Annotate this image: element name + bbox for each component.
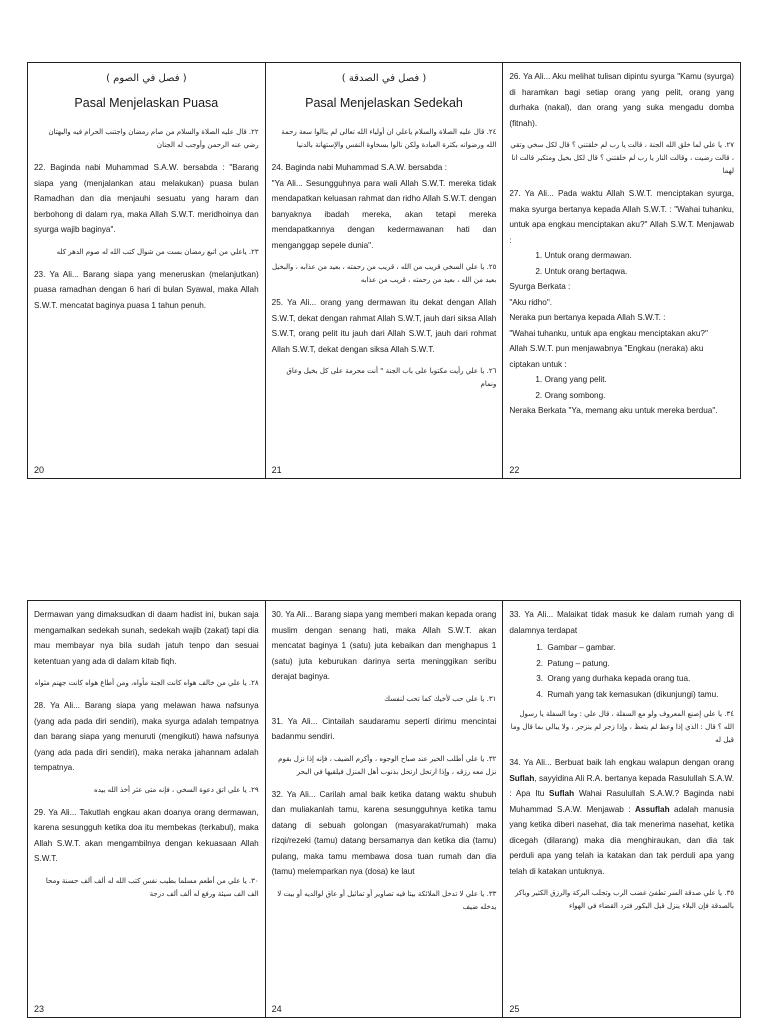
arabic-heading: ( فصل في الصدقة ): [341, 73, 427, 84]
arabic-text: ٣٢. يا علي أطلب الخير عند صباح الوجوه ، وأكرم الضيف ، فإنه إذا نزل بقوم نزل معه رزقه ، وإذا ارتحل ارتحل بذنوب أهل المنزل فيلقيها في البحر: [278, 754, 497, 776]
arabic-text: ٣٣. يا علي لا تدخل الملائكة بيتا فيه تصاوير أو تماثيل أو عاق لوالديه أو بيت لا يدخله ضيف: [277, 889, 497, 911]
bold-term: Suflah: [509, 773, 535, 783]
arabic-text: ٢٨. يا علي من خالف هواه كانت الجنة مأواه، ومن أطاع هواه كانت جهنم مثواه: [34, 679, 259, 687]
page-number: 21: [271, 465, 282, 475]
text-line: "Wahai tuhanku, untuk apa engkau menciptakan aku?": [509, 328, 708, 338]
paragraph: 32. Ya Ali... Carilah amal baik ketika datang waktu shubuh dan muliakanlah tamu, karena sesungguhnya ketika tamu datang di sebuah golongan (masyarakat/rumah) maka rizqi/rezeki (tamu) datang bersamanya dan ketika dia (tamu) pulang, maka tamu membawa dosa tuan rumah dan dia (tamu) melemparkan nya (dosa) ke laut: [271, 789, 497, 876]
paragraph: 33. Ya Ali... Malaikat tidak masuk ke dalam rumah yang di dalamnya terdapat: [509, 610, 735, 635]
bottom-sheet: [27, 600, 741, 1018]
paragraph-head: 24. Baginda nabi Muhammad S.A.W. bersabda :: [271, 163, 447, 172]
paragraph: Dermawan yang dimaksudkan di daam hadist ini, bukan saja mengamalkan sedekah sunah, sedekah wajib (zakat) tapi dia mau membayar nya bila sudah jatuh tenpo dan sesuai ketentuan yang ada di dalam kitab fiqh.: [34, 610, 259, 666]
text-run: adalah manusia yang ketika diberi nasehat, dia tak menerima nasehat, ketika dicegah (dilarang) maka dia menghiraukan, dan dia tak perduli apa yang telah ia katakan dan tak perduli apa yang telah di katakan untuknya.: [509, 804, 735, 876]
paragraph: 27. Ya Ali... Pada waktu Allah S.W.T. menciptakan syurga, maka syurga bertanya kepada Allah S.W.T. : "Wahai tuhanku, untuk apa engkau menciptakan aku?" Allah S.W.T. Menjawab :: [509, 189, 735, 245]
arabic-text: ٢٩. يا علي اتق دعوة السخي ، فإنه متى عثر أخذ الله بيده: [94, 785, 259, 794]
paragraph: 31. Ya Ali... Cintailah saudaramu seperti dirimu mencintai badanmu sendiri.: [271, 716, 497, 741]
arabic-text: ٣٤. يا علي إصنع المعروف ولو مع السفلة ، قال علي : وما السفلة يا رسول الله ؟ قال : الذي إذا وعظ لم يتعظ ، وإذا زجر لم ينزجر ، ولا يبالي بما قال وما قيل له: [510, 710, 735, 744]
arabic-text: ٣٥. يا علي صدقة السر تطفئ غضب الرب وتجلب البركة والرزق الكثير وباكر بالصدقة فإن البلاء ينزل قبل البكور فترد القضاء في الهواء: [515, 889, 735, 910]
page-title: Pasal Menjelaskan Sedekah: [305, 96, 463, 110]
bold-term: Assuflah: [635, 804, 670, 814]
list-item: 4. Rumah yang tak kemasukan (dikunjungi) tamu.: [545, 687, 734, 703]
paragraph: "Ya Ali... Sesungguhnya para wali Allah S.W.T. mereka tidak mendapatkan keluasan rahmat dan ridho Allah S.W.T. dengan banyaknya ibadah mereka, akan tetapi mereka mendapatkannya dengan kedermawanan hati dan menganggap sepele dunia".: [271, 178, 497, 250]
paragraph: Neraka Berkata "Ya, memang aku untuk mereka berdua".: [509, 406, 718, 415]
list-item: 1. Orang yang pelit.: [535, 375, 607, 384]
list-item: 1. Gambar – gambar.: [545, 640, 734, 656]
paragraph: 23. Ya Ali... Barang siapa yang meneruskan (melanjutkan) puasa ramadhan dengan 6 hari di bulan Syawal, maka Allah S.W.T. mencatat baginya puasa 1 tahun penuh.: [34, 269, 259, 310]
paragraph: 29. Ya Ali... Takutlah engkau akan doanya orang dermawan, karena sesungguh ketika doa itu membekas (terkabul), maka Allah S.W.T. akan mengambilnya dengan kekuasaan Allah S.W.T.: [34, 807, 259, 863]
list-item: 2. Orang sombong.: [535, 390, 606, 400]
paragraph: 25. Ya Ali... orang yang dermawan itu dekat dengan Allah S.W.T, dekat dengan rahmat Allah S.W.T, jauh dari siksa Allah S.W.T, orang pelit itu jauh dari Allah S.W.T, jauh dari rohmat Allah S.W.T, dekat dengan siksa Allah S.W.T.: [271, 298, 497, 354]
text-run: 34. Ya Ali... Berbuat baik lah engkau walapun dengan orang: [509, 758, 735, 767]
page-number: 23: [34, 1004, 45, 1014]
paragraph: 26. Ya Ali... Aku melihat tulisan dipintu syurga "Kamu (syurga) di haramkan bagi setiap orang yang pelit, orang yang durhaka (nakal), dan orang yang suka mengadu domba (fitnah).: [509, 72, 735, 128]
page-24: [266, 601, 504, 1017]
list-item: 3. Orang yang durhaka kepada orang tua.: [545, 671, 734, 687]
arabic-text: ٢٥. يا علي السخي قريب من الله ، قريب من رحمته ، بعيد من عذابه ، والبخيل بعيد من الله ، بعيد من رحمته ، قريب من عذابه: [271, 263, 497, 284]
list-item: 2. Untuk orang bertaqwa.: [535, 266, 628, 276]
page-20: [28, 63, 266, 478]
arabic-text: ٢٤. قال عليه الصلاة والسلام ياعلي ان أولياء الله تعالى لم ينالوا سعة رحمة الله ورضوانه بكثرة العبادة ولكن نالوا بسخاوة النفس والإستهانة بالدنيا: [281, 128, 497, 149]
text-line: Neraka pun bertanya kepada Allah S.W.T. :: [509, 313, 666, 322]
text-line: Syurga Berkata :: [509, 282, 571, 291]
arabic-text: ٢٦. يا علي رأيت مكتوبا على باب الجنة " أنت محرمة على كل بخيل وعاق ونمام: [286, 367, 497, 388]
arabic-text: ٢٣. ياعلي من اتبع رمضان بست من شوال كتب الله له صوم الدهر كله: [56, 247, 259, 256]
top-sheet: [27, 62, 741, 479]
page-number: 20: [34, 465, 45, 475]
list-item: 2. Patung – patung.: [545, 656, 734, 672]
arabic-text: ٣١. يا علي حب لأخيك كما تحب لنفسك: [384, 694, 497, 703]
text-run: , sayyidina Ali R.A. bertanya kepada Rasulullah S.A.W. : Apa Itu: [509, 773, 735, 798]
text-line: "Aku ridho".: [509, 297, 553, 307]
page-number: 22: [509, 465, 520, 475]
page-25: [503, 601, 740, 1017]
paragraph: [509, 755, 734, 879]
page-22: [503, 63, 740, 478]
page-21: [266, 63, 504, 478]
arabic-heading: ( فصل في الصوم ): [106, 73, 187, 84]
paragraph: 22. Baginda nabi Muhammad S.A.W. bersabda : "Barang siapa yang (menjalankan atau melakukan) puasa bulan Ramadhan dan dia menjauhi sesuatu yang haram dan berbohong di dalam rya, maka Allah S.W.T. meridhoinya dan syurga wajib baginya".: [34, 163, 259, 234]
page-title: Pasal Menjelaskan Puasa: [74, 96, 219, 110]
arabic-text: ٣٠. يا علي من أطعم مسلما بطيب نفس كتب الله له ألف ألف حسنة ومحا الف الف سيئة ورفع له ألف ألف درجة: [45, 876, 259, 898]
page-number: 24: [271, 1004, 282, 1014]
text-line: Allah S.W.T. pun menjawabnya "Engkau (neraka) aku ciptakan untuk :: [509, 344, 704, 369]
paragraph: 28. Ya Ali... Barang siapa yang melawan hawa nafsunya (yang ada pada diri sendiri), maka syurga adalah tempatnya dan barang siapa yang menuruti (mengikuti) hawa nafsunya (yang ada pada diri sendiri), maka neraka jahannam adalah tempatnya.: [34, 701, 259, 772]
arabic-text: ٢٧. يا علي لما خلق الله الجنة ، قالت يا رب لم خلقتني ؟ قال لكل سخي وتقي ، قالت رضيت ، وقالت النار يا رب لم خلقتني ؟ قال لكل بخيل ومتكبر قالت انا لهما: [510, 141, 735, 175]
text-run: Wahai Rasulullah S.A.W.? Baginda nabi Muhammad S.A.W. Menjawab :: [509, 789, 734, 814]
bold-term: Suflah: [549, 789, 575, 798]
page-number: 25: [509, 1004, 520, 1014]
page-23: [28, 601, 266, 1017]
paragraph: 30. Ya Ali... Barang siapa yang memberi makan kepada orang muslim dengan senang hati, maka Allah S.W.T. akan mencatat baginya 1 (satu) juta kebaikan dan menghapus 1 (satu) juta keburukan darinya serta meninggikan seribu derajat baginya.: [271, 610, 497, 681]
list-item: 1. Untuk orang dermawan.: [535, 251, 632, 260]
arabic-text: ٢٢. قال عليه الصلاة والسلام من صام رمضان واجتنب الحرام فيه والبهتان رضي عنه الرحمن وأوجب له الجنان: [48, 128, 259, 149]
